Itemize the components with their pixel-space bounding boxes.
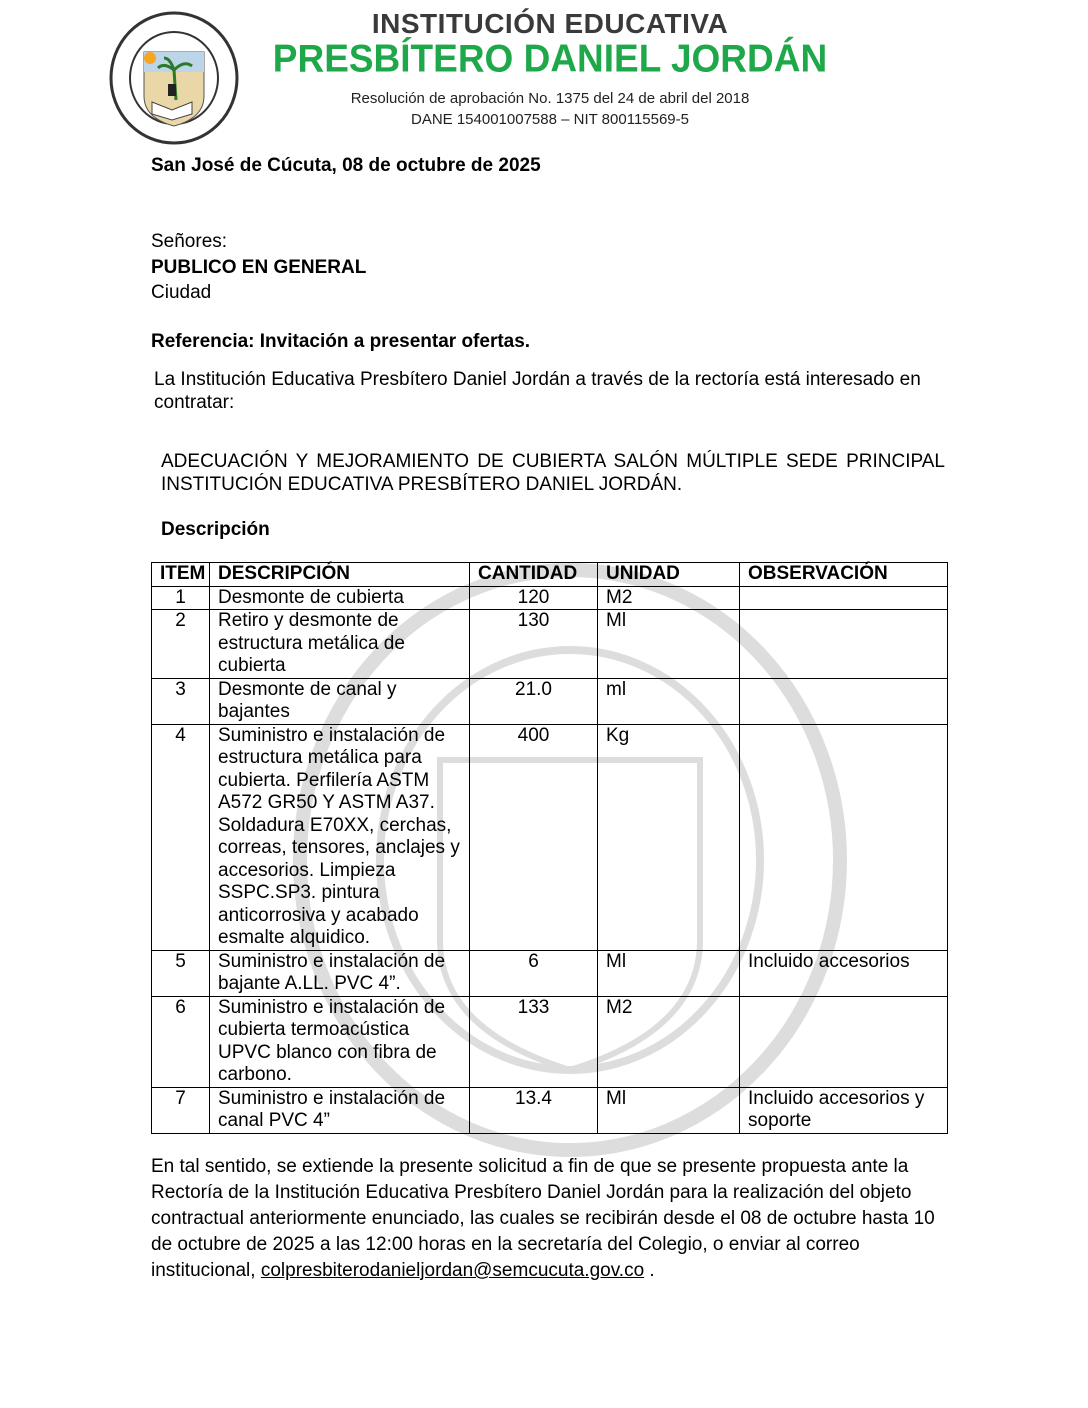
cell-unit: Kg [598, 724, 740, 950]
table-row [152, 996, 948, 1087]
contract-object: ADECUACIÓN Y MEJORAMIENTO DE CUBIERTA SALÓN MÚLTIPLE SEDE PRINCIPAL INSTITUCIÓN EDUCATIVA PRESBÍTERO DANIEL JORDÁN. [161, 451, 945, 495]
cell-item: 6 [152, 996, 210, 1087]
cell-unit: ml [598, 678, 740, 724]
recipient-block [151, 229, 366, 306]
cell-obs [740, 586, 948, 610]
cell-obs [740, 724, 948, 950]
header-item: ITEM [152, 563, 210, 587]
cell-item: 4 [152, 724, 210, 950]
cell-unit: Ml [598, 950, 740, 996]
cell-item: 2 [152, 610, 210, 679]
table-row [152, 950, 948, 996]
cell-desc: Suministro e instalación de canal PVC 4” [210, 1087, 470, 1133]
cell-obs [740, 678, 948, 724]
table-row [152, 678, 948, 724]
closing-paragraph [151, 1154, 941, 1284]
cell-desc: Desmonte de cubierta [210, 586, 470, 610]
cell-unit: Ml [598, 610, 740, 679]
cell-qty: 13.4 [470, 1087, 598, 1133]
institution-legal-info [270, 88, 830, 130]
cell-qty: 6 [470, 950, 598, 996]
cell-desc: Desmonte de canal y bajantes [210, 678, 470, 724]
cell-desc: Retiro y desmonte de estructura metálica de cubierta [210, 610, 470, 679]
header-observation: OBSERVACIÓN [740, 563, 948, 587]
cell-qty: 400 [470, 724, 598, 950]
letter-date: San José de Cúcuta, 08 de octubre de 2025 [151, 155, 541, 176]
cell-qty: 130 [470, 610, 598, 679]
table-row [152, 1087, 948, 1133]
header-unit: UNIDAD [598, 563, 740, 587]
cell-obs: Incluido accesorios y soporte [740, 1087, 948, 1133]
cell-item: 7 [152, 1087, 210, 1133]
table-row [152, 610, 948, 679]
cell-desc: Suministro e instalación de cubierta termoacústica UPVC blanco con fibra de carbono. [210, 996, 470, 1087]
header-quantity: CANTIDAD [470, 563, 598, 587]
institution-seal-logo [108, 10, 240, 146]
table-header-row [152, 563, 948, 587]
items-table [151, 562, 948, 1134]
cell-obs: Incluido accesorios [740, 950, 948, 996]
cell-qty: 133 [470, 996, 598, 1087]
cell-unit: M2 [598, 996, 740, 1087]
recipient-city: Ciudad [151, 282, 212, 303]
closing-text: En tal sentido, se extiende la presente solicitud a fin de que se presente propuesta ante la Rectoría de la Institución Educativa Presbítero Daniel Jordán para la realización del objeto contractual anteriormente enunciado, las cuales se recibirán desde el 08 de octubre hasta 10 de octubre de 2025 a las 12:00 horas en la secretaría del Colegio, o enviar al correo institucional, [151, 1156, 935, 1281]
cell-desc: Suministro e instalación de estructura metálica para cubierta. Perfilería ASTM A572 GR50 Y ASTM A37. Soldadura E70XX, cerchas, correas, tensores, anclajes y accesorios. Limpieza SSPC.SP3. pintura anticorrosiva y acabado esmalte alquidico. [210, 724, 470, 950]
closing-end: . [644, 1260, 655, 1281]
cell-unit: M2 [598, 586, 740, 610]
cell-desc: Suministro e instalación de bajante A.LL. PVC 4”. [210, 950, 470, 996]
cell-obs [740, 996, 948, 1087]
resolution-text: Resolución de aprobación No. 1375 del 24 de abril del 2018 [350, 90, 750, 107]
table-row [152, 724, 948, 950]
institutional-email-link[interactable]: colpresbiterodanieljordan@semcucuta.gov.co [260, 1260, 645, 1281]
institution-type: INSTITUCIÓN EDUCATIVA [371, 8, 729, 39]
cell-item: 5 [152, 950, 210, 996]
description-heading: Descripción [161, 519, 270, 540]
cell-item: 3 [152, 678, 210, 724]
header-description: DESCRIPCIÓN [210, 563, 470, 587]
recipient-name: PUBLICO EN GENERAL [151, 256, 367, 278]
institution-name: PRESBÍTERO DANIEL JORDÁN [272, 36, 828, 80]
intro-paragraph: La Institución Educativa Presbítero Daniel Jordán a través de la rectoría está interesado en contratar: [154, 369, 921, 413]
reference-line: Referencia: Invitación a presentar ofertas. [151, 331, 531, 352]
cell-qty: 21.0 [470, 678, 598, 724]
cell-unit: Ml [598, 1087, 740, 1133]
dane-nit-text: DANE 154001007588 – NIT 800115569-5 [411, 111, 689, 128]
table-row [152, 586, 948, 610]
cell-item: 1 [152, 586, 210, 610]
cell-qty: 120 [470, 586, 598, 610]
cell-obs [740, 610, 948, 679]
salutation: Señores: [151, 231, 228, 252]
